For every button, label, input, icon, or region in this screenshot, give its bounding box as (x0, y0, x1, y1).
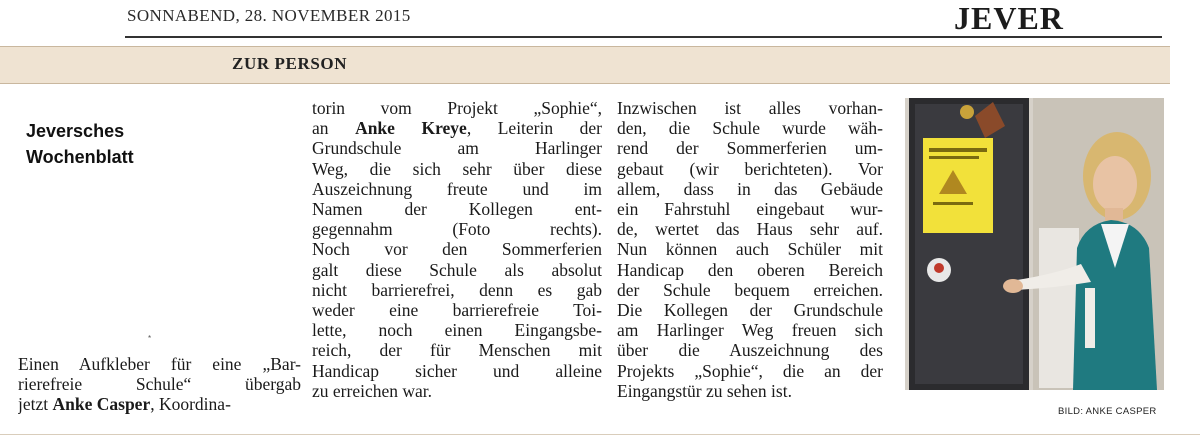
face (1093, 156, 1137, 212)
article-line: Nun können auch Schüler mit (617, 239, 883, 260)
person-name: Anke Casper (52, 394, 151, 415)
article-line: rierefreie Schule“ übergab (18, 374, 301, 395)
article-column-3 (617, 98, 883, 401)
section-band (0, 46, 1170, 84)
article-line: der Schule bequem erreichen. (617, 279, 883, 300)
bottom-rule (0, 434, 1200, 435)
article-line: Projekts „Sophie“, die an der (617, 360, 883, 381)
article-line: gebaut (wir berichteten). Vor (617, 158, 883, 179)
issue-date: SONNABEND, 28. NOVEMBER 2015 (127, 6, 411, 25)
article-photo (905, 98, 1164, 390)
article-line: am Harlinger Weg freuen sich (617, 320, 883, 341)
article-line: Namen der Kollegen ent- (312, 199, 602, 220)
article-line: rend der Sommerferien um- (617, 138, 883, 159)
article-line: Grundschule am Harlinger (312, 138, 602, 159)
article-line: Inzwischen ist alles vorhan- (617, 98, 883, 118)
person-name: Anke Kreye (355, 118, 467, 139)
article-line: Noch vor den Sommerferien (312, 239, 602, 260)
article-line: Handicap den oberen Bereich (617, 259, 883, 280)
article-line: über die Auszeichnung des (617, 340, 883, 361)
article-line: Die Kollegen der Grundschule (617, 300, 883, 321)
article-line: zu erreichen war. (312, 380, 432, 401)
article-line: torin vom Projekt „Sophie“, (312, 98, 602, 118)
photo-illustration (905, 98, 1164, 390)
header-rule (125, 36, 1162, 38)
edition-title: JEVER (954, 0, 1064, 36)
article-line: Einen Aufkleber für eine „Bar- (18, 354, 301, 374)
article-line: galt diese Schule als absolut (312, 259, 602, 280)
section-label: ZUR PERSON (232, 54, 348, 73)
credit-line-1: Jeversches (26, 121, 125, 141)
credit-line-2: Wochenblatt (26, 147, 134, 167)
article-line: Auszeichnung freute und im (312, 178, 602, 199)
photo-caption: BILD: ANKE CASPER (1058, 406, 1157, 417)
article-line: de, wertet das Haus sehr auf. (617, 219, 883, 240)
article-column-1 (18, 354, 301, 415)
article-line: Eingangstür zu sehen ist. (617, 380, 792, 401)
article-line: Weg, die sich sehr über diese (312, 158, 602, 179)
article-column-2 (312, 98, 602, 401)
article-line: lette, noch einen Eingangsbe- (312, 320, 602, 341)
publication-credit (26, 118, 134, 170)
article-line: reich, der für Menschen mit (312, 340, 602, 361)
article-line: ein Fahrstuhl eingebaut wur- (617, 199, 883, 220)
article-line: Handicap sicher und alleine (312, 360, 602, 381)
article-line: nicht barrierefrei, denn es gab (312, 279, 602, 300)
article-line: jetzt Anke Casper, Koordina- (18, 394, 231, 415)
article-line: weder eine barrierefreie Toi- (312, 300, 602, 321)
article-line: allem, dass in das Gebäude (617, 178, 883, 199)
article-line: an Anke Kreye, Leiterin der (312, 118, 602, 139)
separator-mark: * (148, 334, 152, 343)
article-line: gegennahm (Foto rechts). (312, 219, 602, 240)
article-line: den, die Schule wurde wäh- (617, 118, 883, 139)
